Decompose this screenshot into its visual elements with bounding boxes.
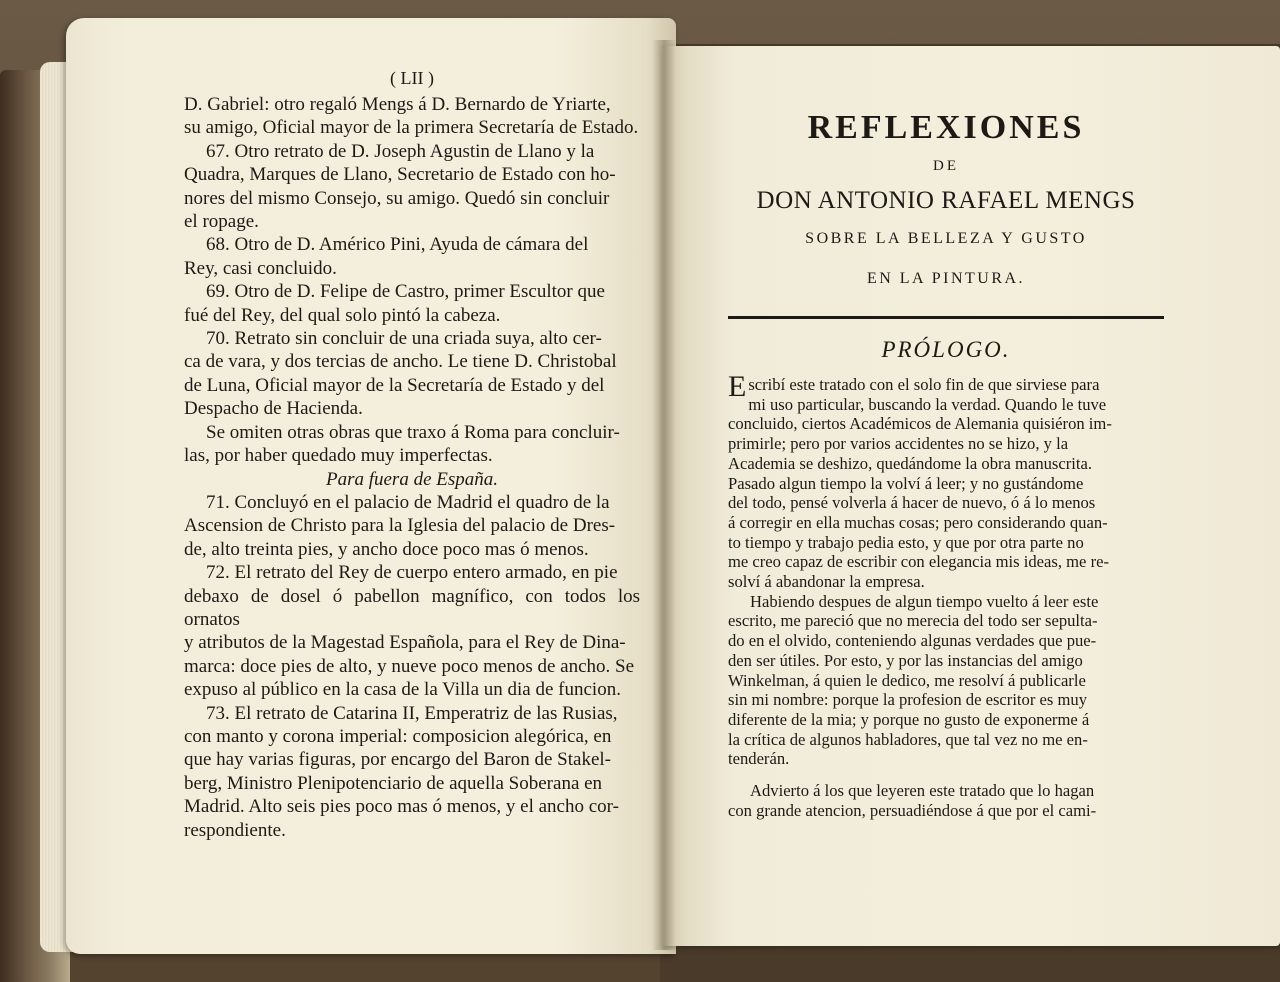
- text-line: 69. Otro de D. Felipe de Castro, primer Escultor que: [206, 281, 605, 303]
- right-page-text: [728, 108, 1164, 820]
- text-line: las, por haber quedado muy imperfectas.: [184, 445, 493, 467]
- text-line: Ascension de Christo para la Iglesia del palacio de Dres-: [184, 515, 616, 537]
- text-line: con grande atencion, persuadiéndose á que por el cami-: [728, 800, 1097, 820]
- text-line: scribí este tratado con el solo fin de que sirviese para: [748, 375, 1100, 394]
- text-line: la crítica de algunos habladores, que tal vez no me en-: [728, 729, 1088, 749]
- text-line: con manto y corona imperial: composicion alegórica, en: [184, 725, 612, 747]
- text-line: den ser útiles. Por esto, y por las instancias del amigo: [728, 650, 1083, 670]
- text-line: 70. Retrato sin concluir de una criada suya, alto cer-: [206, 328, 602, 350]
- text-line: 67. Otro retrato de D. Joseph Agustin de Llano y la: [206, 140, 595, 162]
- text-line: 73. El retrato de Catarina II, Emperatriz de las Rusias,: [206, 702, 618, 724]
- book-title: REFLEXIONES: [807, 109, 1085, 146]
- page-number: ( LII ): [390, 68, 434, 88]
- text-line: á corregir en ella muchas cosas; pero considerando quan-: [728, 512, 1108, 532]
- left-page-text: [184, 68, 640, 842]
- text-line: solví á abandonar la empresa.: [728, 572, 925, 592]
- text-line: Pasado algun tiempo la volví á leer; y no gustándome: [728, 473, 1084, 493]
- text-line: mi uso particular, buscando la verdad. Quando le tuve: [748, 394, 1107, 414]
- prologo-heading: PRÓLOGO.: [881, 337, 1011, 362]
- book-gutter: [652, 40, 676, 950]
- text-line: su amigo, Oficial mayor de la primera Secretaría de Estado.: [184, 117, 639, 139]
- text-line: D. Gabriel: otro regaló Mengs á D. Bernardo de Yriarte,: [184, 94, 611, 115]
- text-line: diferente de la mia; y porque no gusto de exponerme á: [728, 709, 1090, 729]
- text-line: expuso al público en la casa de la Villa un dia de funcion.: [184, 679, 621, 701]
- author-name: DON ANTONIO RAFAEL MENGS: [756, 187, 1136, 214]
- text-line: marca: doce pies de alto, y nueve poco menos de ancho. Se: [184, 655, 635, 677]
- title-de: DE: [933, 158, 959, 174]
- text-line: que hay varias figuras, por encargo del Baron de Stakel-: [184, 749, 611, 771]
- text-line: Rey, casi concluido.: [184, 257, 337, 279]
- text-line: de Luna, Oficial mayor de la Secretaría de Estado y del: [184, 374, 605, 396]
- text-line: concluido, ciertos Académicos de Alemania quisiéron im-: [728, 414, 1112, 434]
- text-line: do en el olvido, conteniendo algunas verdades que pue-: [728, 631, 1097, 651]
- section-heading: Para fuera de España.: [325, 468, 499, 490]
- text-line: respondiente.: [184, 819, 286, 841]
- text-line: el ropage.: [184, 211, 259, 233]
- text-line: tenderán.: [728, 749, 790, 769]
- text-line: Academia se deshizo, quedándome la obra manuscrita.: [728, 453, 1093, 473]
- text-line: 72. El retrato del Rey de cuerpo entero armado, en pie: [206, 562, 618, 584]
- text-line: Habiendo despues de algun tiempo vuelto á leer este: [750, 591, 1099, 611]
- text-line: Quadra, Marques de Llano, Secretario de Estado con ho-: [184, 164, 616, 186]
- text-line: 71. Concluyó en el palacio de Madrid el quadro de la: [206, 491, 610, 513]
- text-line: to tiempo y trabajo pedia esto, y que por otra parte no: [728, 532, 1084, 552]
- text-line: sin mi nombre: porque la profesion de escritor es muy: [728, 690, 1087, 710]
- text-line: berg, Ministro Plenipotenciario de aquella Soberana en: [184, 772, 603, 794]
- text-line: Despacho de Hacienda.: [184, 398, 363, 420]
- text-line: 68. Otro de D. Américo Pini, Ayuda de cámara del: [206, 234, 589, 256]
- text-line: Se omiten otras obras que traxo á Roma para concluir-: [206, 421, 620, 443]
- horizontal-rule: [728, 316, 1164, 319]
- text-line: Winkelman, á quien le dedico, me resolví á publicarle: [728, 670, 1086, 690]
- text-line: de, alto treinta pies, y ancho doce poco mas ó menos.: [184, 538, 589, 560]
- text-line: ca de vara, y dos tercias de ancho. Le tiene D. Christobal: [184, 351, 617, 373]
- text-line: y atributos de la Magestad Española, para el Rey de Dina-: [184, 632, 626, 654]
- text-line: nores del mismo Consejo, su amigo. Quedó sin concluir: [184, 187, 610, 209]
- text-line: fué del Rey, del qual solo pintó la cabeza.: [184, 304, 501, 326]
- text-line: me creo capaz de escribir con elegancia mis ideas, me re-: [728, 552, 1109, 572]
- text-line: escrito, me pareció que no merecia del todo ser sepulta-: [728, 611, 1098, 631]
- text-line: debaxo de dosel ó pabellon magnífico, con todos los ornatos: [184, 585, 640, 630]
- subtitle-line-2: EN LA PINTURA.: [866, 270, 1026, 287]
- drop-cap: E: [728, 370, 747, 403]
- text-line: primirle; pero por varios accidentes no se hizo, y la: [728, 434, 1069, 454]
- text-line: del todo, pensé volverla á hacer de nuevo, ó á lo menos: [728, 493, 1096, 513]
- text-line: Advierto á los que leyeren este tratado que lo hagan: [750, 781, 1095, 801]
- text-line: Madrid. Alto seis pies poco mas ó menos, y el ancho cor-: [184, 796, 619, 818]
- subtitle-line-1: SOBRE LA BELLEZA Y GUSTO: [805, 230, 1087, 247]
